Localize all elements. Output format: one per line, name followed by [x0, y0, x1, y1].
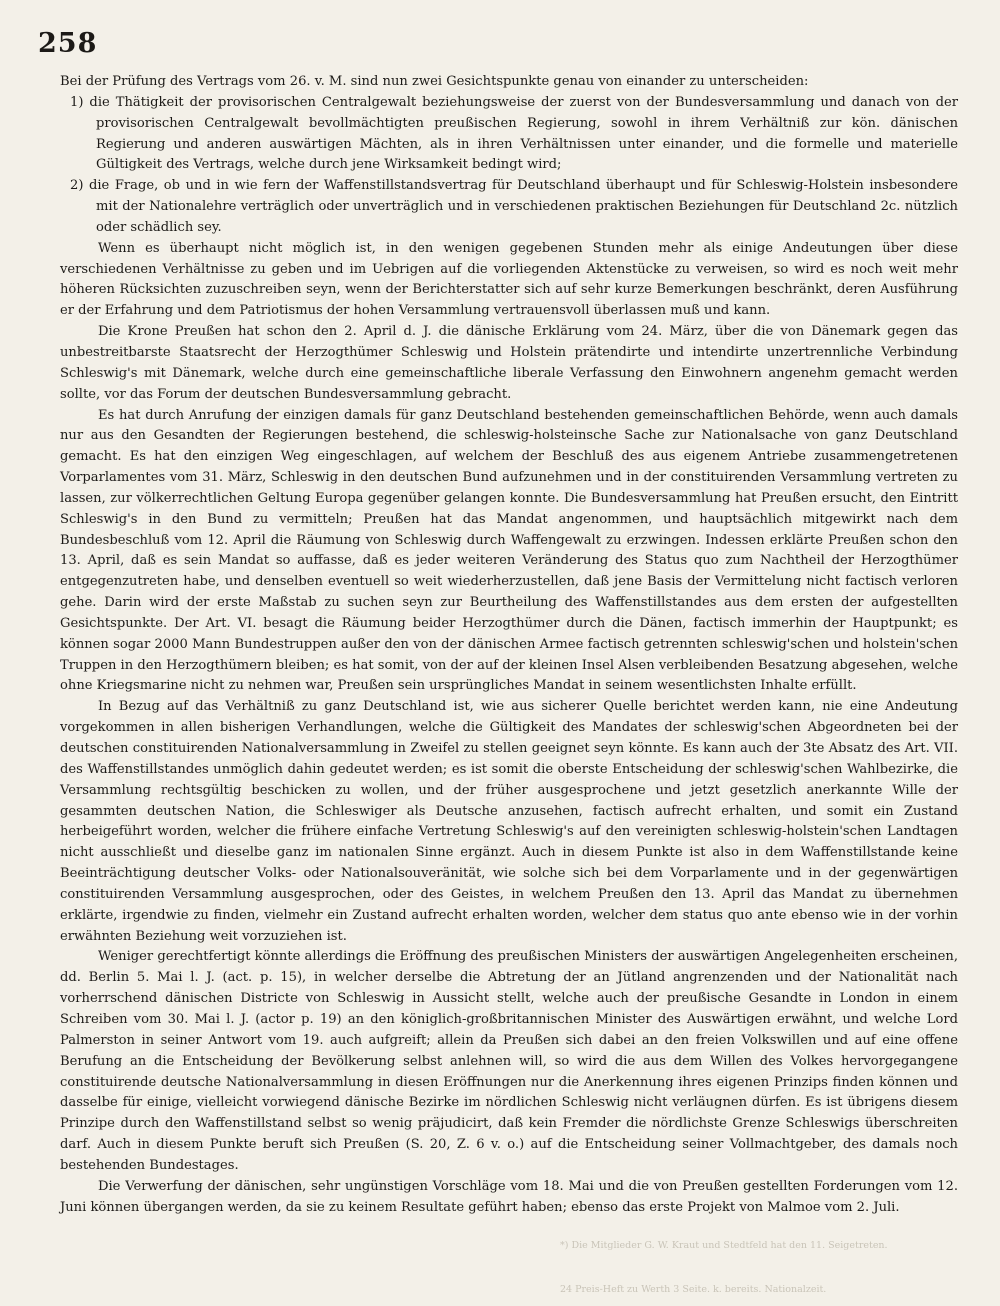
- footer-imprint: 24 Preis-Heft zu Werth 3 Seite. k. bereits. Nationalzeit.: [560, 1284, 827, 1295]
- paragraph: Weniger gerechtfertigt könnte allerdings die Eröffnung des preußischen Ministers der auswärtigen Angelegenheiten erscheinen, dd. Berlin 5. Mai l. J. (act. p. 15), in welcher derselbe die Abtretung der an Jütland angrenzenden und der Nationalität nach vorherrschend dänischen Districte von Schleswig in Aussicht stellt, welche auch der preußische Gesandte in London in einem Schreiben vom 30. Mai l. J. (actor p. 19) an den königlich-großbritannischen Minister des Auswärtigen erwähnt, und welche Lord Palmerston in seiner Antwort vom 19. auch aufgreift; allein da Preußen sich dabei an den freien Volkswillen und auf eine offene Berufung an die Entscheidung der Bevölkerung selbst anlehnen will, so wird die aus dem Willen des Volkes hervorgegangene constituirende deutsche Nationalversammlung in diesen Eröffnungen nur die Anerkennung ihres eigenen Prinzips finden können und dasselbe für einige, vielleicht vorwiegend dänische Bezirke im nördlichen Schleswig nicht verläugnen dürfen. Es ist übrigens diesem Prinzipe durch den Waffenstillstand selbst so wenig präjudicirt, daß kein Fremder die nördlichste Grenze Schleswigs überschreiten darf. Auch in diesem Punkte beruft sich Preußen (S. 20, Z. 6 v. o.) auf die Entscheidung seiner Vollmachtgeber, des damals noch bestehenden Bundestages.: [60, 949, 958, 1173]
- paragraph: Die Verwerfung der dänischen, sehr ungünstigen Vorschläge vom 18. Mai und die von Preußen gestellten Forderungen vom 12. Juni können übergangen werden, da sie zu keinem Resultate geführt haben; ebenso das erste Projekt von Malmoe vom 2. Juli.: [60, 1178, 958, 1215]
- paragraph-intro: Bei der Prüfung des Vertrags vom 26. v. M. sind nun zwei Gesichtspunkte genau von einander zu unterscheiden:: [60, 74, 809, 89]
- list-item: 1) die Thätigkeit der provisorischen Centralgewalt beziehungsweise der zuerst von der Bundesversammlung und danach von der provisorischen Centralgewalt bevollmächtigten preußischen Regierung, sowohl in ihrem Verhältniß zur kön. dänischen Regierung und anderen auswärtigen Mächten, als in ihren Verhältnissen unter einander, und die formelle und materielle Gültigkeit des Vertrags, welche durch jene Wirksamkeit bedingt wird;: [70, 94, 958, 173]
- paragraph: Es hat durch Anrufung der einzigen damals für ganz Deutschland bestehenden gemeinschaftlichen Behörde, wenn auch damals nur aus den Gesandten der Regierungen bestehend, die schleswig-holsteinsche Sache zur Nationalsache von ganz Deutschland gemacht. Es hat den einzigen Weg eingeschlagen, auf welchem der Beschluß des aus eigenem Antriebe zusammengetretenen Vorparlamentes vom 31. März, Schleswig in den deutschen Bund aufzunehmen und in der constituirenden Versammlung vertreten zu lassen, zur völkerrechtlichen Geltung Europa gegenüber gelangen konnte. Die Bundesversammlung hat Preußen ersucht, den Eintritt Schleswig's in den Bund zu vermitteln; Preußen hat das Mandat angenommen, und hauptsächlich mitgewirkt nach dem Bundesbeschluß vom 12. April die Räumung von Schleswig durch Waffengewalt zu erzwingen. Indessen erklärte Preußen schon den 13. April, daß es sein Mandat so auffasse, daß es jeder weiteren Veränderung des Status quo zum Nachtheil der Herzogthümer entgegenzutreten habe, und denselben eventuell so weit wiederherzustellen, daß jene Basis der Vermittelung nicht factisch verloren gehe. Darin wird der erste Maßstab zu suchen seyn zur Beurtheilung des Waffenstillstandes aus dem ersten der aufgestellten Gesichtspunkte. Der Art. VI. besagt die Räumung beider Herzogthümer durch die Dänen, factisch immerhin der Hauptpunkt; es können sogar 2000 Mann Bundestruppen außer den von der dänischen Armee factisch getrennten schleswig'schen und holstein'schen Truppen in den Herzogthümern bleiben; es hat somit, von der auf der kleinen Insel Alsen verbleibenden Besatzung abgesehen, welche ohne Kriegsmarine nicht zu nehmen war, Preußen sein ursprüngliches Mandat in seinem wesentlichsten Inhalte erfüllt.: [60, 407, 958, 694]
- footer-note: *) Die Mitglieder G. W. Kraut und Stedtfeld hat den 11. Seigetreten.: [560, 1240, 888, 1251]
- paragraph: In Bezug auf das Verhältniß zu ganz Deutschland ist, wie aus sicherer Quelle berichtet werden kann, nie eine Andeutung vorgekommen in allen bisherigen Verhandlungen, welche die Gültigkeit des Mandates der schleswig'schen Abgeordneten bei der deutschen constituirenden Nationalversammlung in Zweifel zu stellen geeignet seyn könnte. Es kann auch der 3te Absatz des Art. VII. des Waffenstillstandes unmöglich dahin gedeutet werden; es ist somit die oberste Entscheidung der schleswig'schen Wahlbezirke, die Versammlung rechtsgültig beschicken zu wollen, und der früher ausgesprochene und jetzt gesetzlich anerkannte Wille der gesammten deutschen Nation, die Schleswiger als Deutsche anzusehen, factisch aufrecht erhalten, und somit ein Zustand herbeigeführt worden, welcher die frühere einfache Vertretung Schleswig's auf den vereinigten schleswig-holstein'schen Landtagen nicht ausschließt und dieselbe ganz im nationalen Sinne ergänzt. Auch in diesem Punkte ist also in dem Waffenstillstande keine Beeinträchtigung deutscher Volks- oder Nationalsouveränität, wie solche sich bei dem Vorparlamente und in der gegenwärtigen constituirenden Versammlung ausgesprochen, oder des Geistes, in welchem Preußen den 13. April das Mandat zu übernehmen erklärte, irgendwie zu finden, vielmehr ein Zustand aufrecht erhalten worden, welcher dem status quo ante ebenso wie in der vorhin erwähnten Beziehung weit vorzuziehen ist.: [60, 699, 958, 944]
- paragraph: Die Krone Preußen hat schon den 2. April d. J. die dänische Erklärung vom 24. März, über die von Dänemark gegen das unbestreitbarste Staatsrecht der Herzogthümer Schleswig und Holstein prätendirte und intendirte unzertrennliche Verbindung Schleswig's mit Dänemark, welche durch eine gemeinschaftliche liberale Verfassung den Einwohnern angenehm gemacht werden sollte, vor das Forum der deutschen Bundesversammlung gebracht.: [60, 324, 958, 402]
- paragraph: Wenn es überhaupt nicht möglich ist, in den wenigen gegebenen Stunden mehr als einige Andeutungen über diese verschiedenen Verhältnisse zu geben und im Uebrigen auf die vorliegenden Aktenstücke zu verweisen, so wird es noch weit mehr höheren Rücksichten zuzuschreiben seyn, wenn der Berichterstatter sich auf sehr kurze Bemerkungen beschränkt, deren Ausführung er der Erfahrung und dem Patriotismus der hohen Versammlung vertrauensvoll überlassen muß und kann.: [60, 240, 958, 319]
- body-text: [60, 72, 958, 1218]
- page-number: 258: [38, 28, 98, 59]
- list-item: 2) die Frage, ob und in wie fern der Waffenstillstandsvertrag für Deutschland überhaupt und für Schleswig-Holstein insbesondere mit der Nationalehre verträglich oder unverträglich und in verschiedenen praktischen Beziehungen für Deutschland 2c. nützlich oder schädlich sey.: [70, 178, 958, 235]
